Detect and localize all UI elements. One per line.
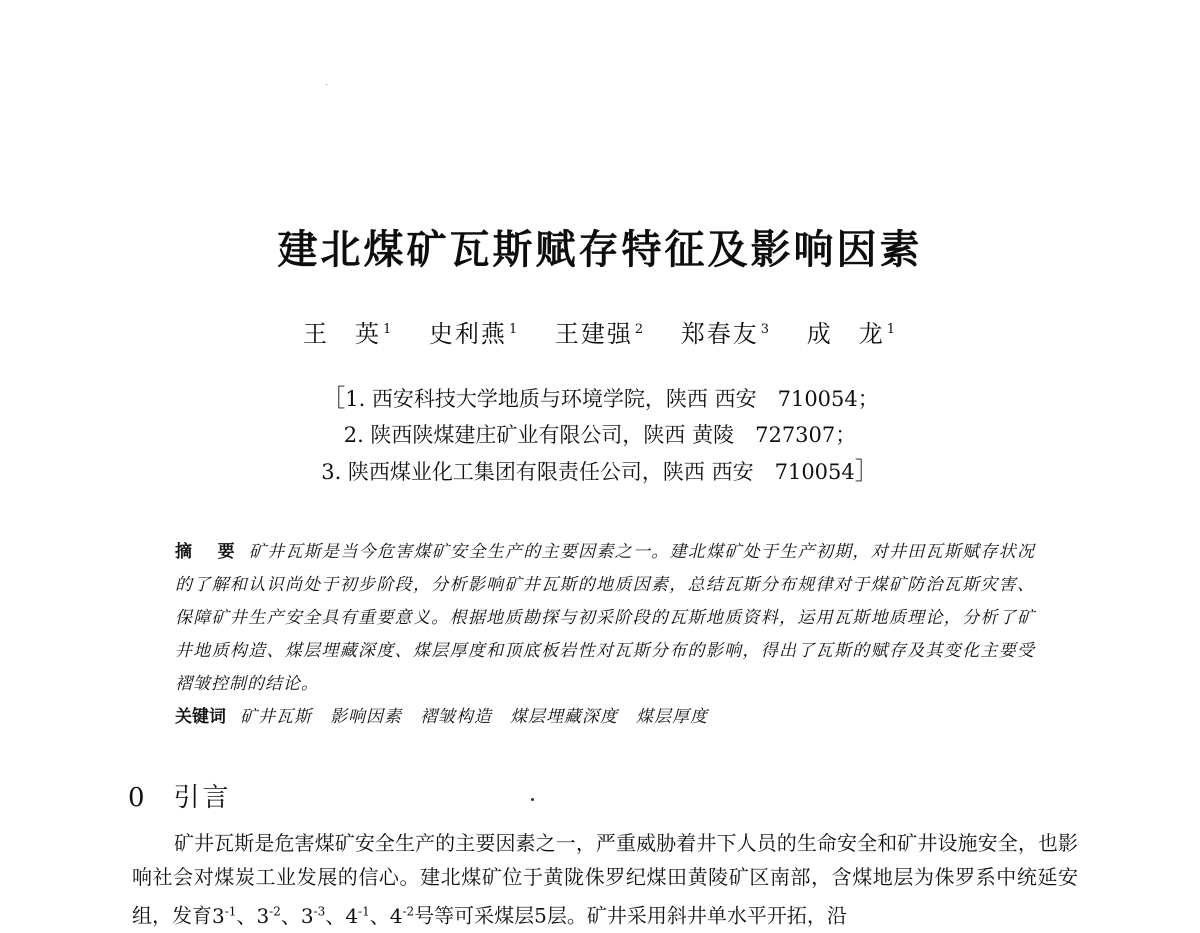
- affiliation-3: 3. 陕西煤业化工集团有限责任公司，陕西 西安 710054］: [321, 457, 879, 485]
- affiliation-2: 2. 陕西陕煤建庄矿业有限公司，陕西 黄陵 727307；: [343, 423, 857, 447]
- intro-body: [132, 826, 1078, 933]
- author-5: 成 龙 $^1$: [806, 320, 897, 348]
- scan-dot: [531, 798, 534, 801]
- author-1: 王 英 $^1$: [303, 320, 394, 348]
- affiliation-1: ［1. 西安科技大学地质与环境学院，陕西 西安 710054；: [321, 384, 879, 412]
- abstract-text: 矿井瓦斯是当今危害煤矿安全生产的主要因素之一。建北煤矿处于生产初期，对井田瓦斯赋存状况的了解和认识尚处于初步阶段，分析影响矿井瓦斯的地质因素，总结瓦斯分布规律对于煤矿防治瓦斯灾害、保障矿井生产安全具有重要意义。根据地质勘探与初采阶段的瓦斯地质资料，运用瓦斯地质理论，分析了矿井地质构造、煤层埋藏深度、煤层厚度和顶底板岩性对瓦斯分布的影响，得出了瓦斯的赋存及其变化主要受褶皱控制的结论。: [175, 542, 1036, 694]
- section-heading: [128, 778, 232, 818]
- author-3: 王建强 $^2$: [554, 320, 646, 348]
- paper-title: 建北煤矿瓦斯赋存特征及影响因素: [277, 226, 923, 273]
- keyword: 矿井瓦斯: [240, 707, 312, 727]
- keyword: 影响因素: [330, 707, 402, 727]
- abstract-block: [175, 536, 1035, 734]
- author-2: 史利燕 $^1$: [428, 320, 520, 348]
- keyword: 煤层厚度: [636, 707, 708, 727]
- abstract-label: 摘 要: [175, 542, 239, 562]
- scan-speck: [326, 84, 327, 85]
- author-4: 郑春友 $^3$: [680, 320, 772, 348]
- keywords-label: 关键词: [175, 707, 226, 727]
- keyword: 褶皱构造: [420, 707, 492, 727]
- author-list: [0, 316, 1200, 352]
- keywords-line: [175, 701, 1035, 734]
- abstract-paragraph: [175, 536, 1035, 701]
- keyword: 煤层埋藏深度: [510, 707, 618, 727]
- seam-list: $3^{-1}$、$3^{-2}$、$3^{-3}$、$4^{-1}$、$4^{-2}$: [212, 903, 415, 928]
- section-number: 0: [128, 783, 148, 813]
- section-title: 引言: [173, 783, 232, 813]
- affiliations: [0, 380, 1200, 490]
- intro-paragraph: 矿井瓦斯是危害煤矿安全生产的主要因素之一，严重威胁着井下人员的生命安全和矿井设施安全，也影响社会对煤炭工业发展的信心。建北煤矿位于黄陇侏罗纪煤田黄陵矿区南部，含煤地层为侏罗系中统延安组，发育$3^{-1}$、$3^{-2}$、$3^{-3}$、$4^{-1}$、$4^{-2}$号等可采煤层5层。矿井采用斜井单水平开拓，沿: [132, 831, 1078, 928]
